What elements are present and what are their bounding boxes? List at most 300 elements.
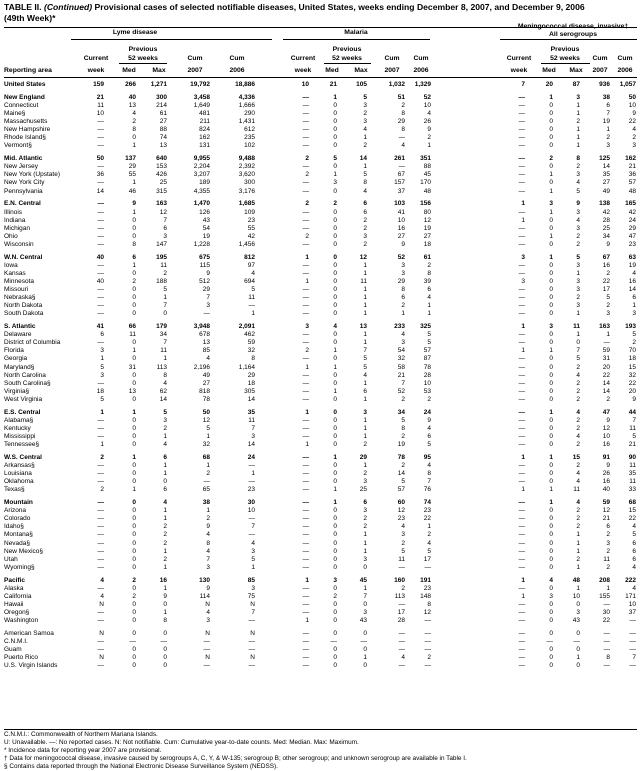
mening-cum-2006-cell: 4 [632,563,636,571]
malaria-cum-2006-cell: 24 [423,408,431,416]
mening-cum-2007-cell: 2 [606,395,610,403]
mening-med-cell: 0 [549,507,553,515]
group-meningococcal: Meningococcal disease, invasive† [517,23,629,30]
mening-52-rule [541,63,590,64]
malaria-current-cell: — [302,515,309,523]
malaria-current-cell: — [302,387,309,395]
malaria-current-cell: — [302,600,309,608]
lyme-max-cell: 74 [159,134,167,142]
mening-med-cell: 0 [549,224,553,232]
mening-cum-2007-cell: 1 [606,584,610,592]
lyme-med-cell: 1 [132,179,136,187]
mening-current-cell: — [518,424,525,432]
malaria-cum-2007-cell: 16 [397,224,405,232]
mening-max-cell: 11 [573,486,580,494]
reporting-area: Utah [4,555,18,563]
reporting-area: Connecticut [4,101,39,109]
malaria-med-cell: 0 [333,269,337,277]
mening-previous: Previous [550,46,580,53]
mening-current-cell: — [518,523,525,531]
lyme-cum-2006-cell: — [248,646,255,654]
malaria-med-cell: 1 [333,347,337,355]
table-row [0,548,640,556]
mening-current-cell: — [518,118,525,126]
lyme-max-cell: 62 [159,387,167,395]
table-row [0,200,640,208]
malaria-cum-2006-cell: 2 [427,261,431,269]
reporting-area: Oregon§ [4,609,30,616]
lyme-current-cell: 40 [96,277,104,285]
lyme-max-cell: 8 [163,617,167,625]
mening-cum-2007-cell: 163 [599,323,610,331]
table-row [0,654,640,662]
reporting-area: Pennsylvania [4,187,43,195]
lyme-cum-2006-cell: 102 [244,142,255,150]
lyme-current-cell: — [97,179,104,187]
lyme-52-rule [119,63,167,64]
lyme-med-cell: 0 [132,531,136,539]
malaria-med-cell: 0 [333,416,337,424]
mening-med-cell: 0 [549,555,553,563]
lyme-cum-2007-cell: 115 [199,261,210,269]
lyme-cum-2006-cell: N [250,629,255,637]
malaria-cum-2007-cell: 6 [401,294,405,302]
mening-cum-2007-cell: 3 [606,310,610,318]
lyme-med-cell: 1 [132,486,136,494]
reporting-area: Mid. Atlantic [4,155,43,163]
mening-max-cell: 4 [576,408,580,416]
mening-current-cell: 3 [521,277,525,285]
lyme-cum-2007-cell: 68 [202,453,210,461]
mening-med-cell: 0 [549,629,553,637]
mening-cum-2006-cell: 1,057 [619,81,636,88]
malaria-current-cell: — [302,547,309,555]
reporting-area: Wyoming§ [4,563,35,571]
mening-max-cell: 3 [576,286,580,294]
malaria-cum-2007-cell: 2 [401,462,405,470]
lyme-cum-2006-cell: 24 [247,453,255,461]
mening-current-cell: — [518,462,525,470]
malaria-max-cell: — [360,638,367,646]
lyme-current-cell: 10 [96,110,104,118]
lyme-max-cell: 13 [159,142,167,150]
lyme-rule [71,39,272,40]
lyme-current-cell: — [97,478,104,486]
table-row [0,339,640,347]
lyme-cum-2006-cell: 1,456 [238,240,255,248]
mening-cum-2006-cell: 68 [628,499,636,507]
lyme-med-cell: 1 [132,142,136,150]
malaria-cum-2006-cell: 39 [423,277,431,285]
lyme-max-cell: 1 [163,433,167,440]
mening-cum-2007-cell: 208 [599,576,610,584]
reporting-area: Mountain [4,499,33,507]
lyme-max-cell: 0 [163,478,167,486]
malaria-med-cell: 0 [333,101,337,109]
mening-max-cell: 3 [576,224,580,232]
malaria-2007: 2007 [384,67,400,74]
malaria-cum-2007-cell: 37 [397,187,405,195]
malaria-current-cell: — [302,208,309,216]
mening-current-cell: 1 [521,347,525,355]
mening-2006: 2006 [617,67,633,74]
mening-max-cell: 1 [576,654,580,662]
malaria-cum-2006-cell: 8 [427,600,431,608]
malaria-cum-2007-cell: 29 [397,277,405,285]
malaria-cum-2006-cell: 10 [423,379,431,387]
malaria-current-cell: — [302,584,309,592]
malaria-cum-2006-cell: 12 [423,609,431,616]
mening-med-cell: 0 [549,134,553,142]
mening-med-cell: 0 [549,261,553,269]
lyme-current-cell: — [97,499,104,507]
malaria-med-cell: 1 [333,93,337,101]
mening-cum-2007-cell: 30 [602,609,610,616]
mening-cum-2006-cell: 2 [632,134,636,142]
malaria-max-cell: 25 [359,486,367,494]
lyme-cum-2007-cell: — [203,662,210,670]
mening-cum-2007-cell: 17 [602,286,610,294]
malaria-max-cell: 5 [363,171,367,179]
lyme-med-cell: 6 [132,253,136,261]
mening-cum-2006-cell: 11 [629,424,636,432]
lyme-cum-2006-cell: 30 [247,499,255,507]
mening-cum-2007-cell: 21 [602,515,610,523]
mening-med-cell: 0 [549,371,553,379]
mening-cum-2006-cell: 6 [632,539,636,547]
table-row [0,126,640,134]
lyme-current-cell: 18 [96,387,104,395]
mening-max-cell: 2 [576,240,580,248]
malaria-cum-2006-cell: 1 [427,302,431,310]
mening-max-cell: 3 [576,93,580,101]
table-row [0,454,640,462]
mening-current-cell: — [518,302,525,310]
malaria-current-cell: 2 [305,171,309,179]
footnote-serogroups: † Data for meningococcal disease, invasive caused by serogroups A, C, Y, & W-135; serogroup B; other serogroup; and unknown serogroup are available in Table I. [4,754,467,762]
lyme-cum-2006-cell: 14 [247,441,255,449]
lyme-cum-2007-cell: 1 [206,433,210,440]
lyme-med-cell: 1 [132,347,136,355]
lyme-cum-2007-cell: 9 [206,523,210,531]
mening-med-cell: 0 [549,163,553,171]
mening-max-cell: 3 [576,277,580,285]
lyme-cum-2006-cell: 11 [248,294,255,302]
lyme-current-cell: — [97,563,104,571]
mening-max-cell: 4 [576,179,580,187]
lyme-med-cell: 0 [132,646,136,654]
mening-max-cell: 3 [576,609,580,616]
lyme-cum-2006-cell: 300 [244,179,255,187]
malaria-med-cell: 0 [333,462,337,470]
mening-med-cell: 0 [549,240,553,248]
mening-max-cell: 2 [576,555,580,563]
malaria-current-cell: 1 [305,576,309,584]
lyme-max-cell: 1 [163,515,167,523]
malaria-max-cell: 3 [363,232,367,240]
lyme-cum-2006-cell: 42 [247,232,255,240]
lyme-current-cell: — [97,224,104,232]
malaria-med-cell: 0 [333,662,337,670]
mening-current-cell: — [518,363,525,371]
lyme-current-cell: — [97,433,104,440]
lyme-max-cell: 11 [160,261,167,269]
lyme-cum-2006-cell: 9,488 [238,155,255,163]
malaria-max-cell: 8 [363,179,367,187]
table-row [0,163,640,171]
reporting-area: Maine§ [4,110,26,118]
mening-med-cell: 1 [549,208,553,216]
malaria-max-cell: 1 [363,261,367,269]
malaria-cum-2006-cell: 4 [427,294,431,302]
lyme-cum-2007-cell: 4 [206,609,210,616]
reporting-area: South Carolina§ [4,379,51,387]
lyme-max-cell: 426 [156,171,167,179]
lyme-cum-2007-cell: 19,792 [190,81,210,88]
mening-current-cell: — [518,416,525,424]
malaria-max-cell: 43 [359,617,367,625]
lyme-med-cell: 31 [128,363,136,371]
mening-max-cell: 2 [576,441,580,449]
malaria-med-cell: 0 [333,563,337,571]
lyme-max-cell: 0 [163,600,167,608]
malaria-med-cell: 0 [333,277,337,285]
meningococcal-rule [500,39,637,40]
malaria-cum-2007-cell: 14 [397,470,405,478]
mening-max-cell: 9 [576,200,580,208]
malaria-med-cell: 0 [333,539,337,547]
lyme-med-cell: 0 [132,433,136,440]
reporting-area: Rhode Island§ [4,134,46,142]
lyme-max-cell: 1 [163,462,167,470]
mening-current-cell: 1 [521,200,525,208]
lyme-cum-2007-cell: 78 [202,395,210,403]
mening-max-cell: 87 [572,81,580,88]
lyme-cum-2007-cell: 54 [202,224,210,232]
table-row [0,241,640,249]
malaria-current-cell: — [302,523,309,531]
malaria-cum-2006-cell: 4 [427,539,431,547]
title-main: TABLE II. [4,2,42,12]
malaria-med-cell: 1 [333,387,337,395]
malaria-med-cell: 0 [333,609,337,616]
malaria-cum-2006-cell: 2 [427,654,431,662]
mening-cum-2007-cell: 12 [602,424,610,432]
lyme-cum-2006-cell: 4 [251,269,255,277]
table-row [0,171,640,179]
lyme-cum-2007-cell: 29 [202,286,210,294]
malaria-med-cell: 0 [333,294,337,302]
table-row [0,81,640,89]
mening-max-cell: — [573,638,580,646]
reporting-area: Texas§ [4,486,25,494]
table-row [0,577,640,585]
malaria-med-cell: 0 [333,208,337,216]
malaria-med-cell: 0 [333,441,337,449]
mening-med-cell: 0 [549,286,553,294]
malaria-cum-2007-cell: 21 [397,371,405,379]
malaria-max-cell: 5 [363,93,367,101]
mening-max-cell: 4 [576,478,580,486]
reporting-area: Washington [4,617,39,625]
mening-cum-2006-cell: 9 [632,395,636,403]
mening-med-cell: 1 [549,347,553,355]
mening-med-cell: 0 [549,462,553,470]
table-row [0,609,640,617]
mening-current-cell: — [518,600,525,608]
lyme-cum-2006-cell: 2,091 [238,323,255,331]
mening-med-cell: 0 [549,387,553,395]
lyme-2007: 2007 [187,67,203,74]
lyme-med-cell: 0 [132,662,136,670]
reporting-area: Illinois [4,208,23,216]
lyme-cum-2006: Cum [229,55,245,62]
malaria-cum-2007-cell: 4 [401,142,405,150]
mening-cum-2006-cell: 42 [628,208,636,216]
table-row [0,102,640,110]
mening-cum-2007-cell: 22 [602,277,610,285]
mening-current-cell: — [518,547,525,555]
lyme-current-cell: — [97,142,104,150]
lyme-cum-2007-cell: 5 [206,424,210,432]
mening-max-cell: 2 [576,462,580,470]
malaria-cum-2006-cell: — [424,617,431,625]
mening-current-cell: — [518,662,525,670]
lyme-max-cell: 2 [163,523,167,531]
mening-week: week [510,67,528,74]
lyme-cum-2006-cell: 1,685 [238,200,255,208]
lyme-max-cell: 1 [163,507,167,515]
lyme-med-cell: 11 [129,331,136,339]
malaria-cum-2006-cell: 76 [423,486,431,494]
malaria-current-cell: — [302,339,309,347]
malaria-cum-2007-cell: — [398,563,405,571]
lyme-med-cell: 0 [132,424,136,432]
reporting-area: Iowa [4,261,18,269]
malaria-med-cell: 0 [333,302,337,310]
mening-med-cell: 1 [549,253,553,261]
reporting-area: Wisconsin [4,240,34,248]
mening-max-cell: 2 [576,232,580,240]
mening-cum-2007-cell: 22 [602,371,610,379]
footnote-nedss: § Contains data reported through the National Electronic Disease Surveillance System (NEDSS). [4,762,278,770]
malaria-max-cell: 3 [363,408,367,416]
malaria-current-cell: 1 [305,441,309,449]
malaria-cum-2006-cell: 12 [423,216,431,224]
malaria-med-cell: 0 [333,142,337,150]
mening-cum-2007-cell: 59 [602,499,610,507]
malaria-max-cell: 1 [363,416,367,424]
mening-cum-2007-cell: 6 [606,101,610,109]
mening-cum-2007-cell: — [603,600,610,608]
lyme-current-cell: — [97,507,104,515]
malaria-cum-2007-cell: 67 [397,171,405,179]
mening-current-cell: — [518,187,525,195]
malaria-max-cell: 14 [359,155,367,163]
mening-cum-2007-cell: 22 [602,617,610,625]
malaria-med-cell: 2 [333,592,337,600]
malaria-max-cell: 2 [363,470,367,478]
table-row [0,523,640,531]
lyme-cum-2007-cell: 3 [206,302,210,310]
mening-cum-2006-cell: 4 [632,523,636,531]
malaria-max-cell: 6 [363,200,367,208]
malaria-cum-2006-cell: 4 [427,462,431,470]
mening-cum-2007-cell: 1 [606,331,610,339]
malaria-max-cell: 3 [363,609,367,616]
malaria-max-cell: 13 [359,323,367,331]
mening-cum-2006-cell: 4 [632,269,636,277]
malaria-med-cell: 0 [333,395,337,403]
mening-cum-2006-cell: 44 [628,408,636,416]
lyme-cum-2006-cell: 1,164 [238,363,255,371]
malaria-cum-2006-cell: 61 [423,253,431,261]
mening-med-cell: 0 [549,395,553,403]
malaria-cum-2006-cell: 351 [420,155,431,163]
malaria-current-cell: — [302,269,309,277]
table-row [0,585,640,593]
lyme-current-cell: — [97,240,104,248]
mening-cum-2006-cell: 23 [628,240,636,248]
table-row [0,270,640,278]
mening-cum-2006-cell: 32 [628,371,636,379]
mening-max-cell: 0 [576,646,580,654]
lyme-cum-2007: Cum [187,55,203,62]
lyme-current-cell: — [97,286,104,294]
mening-current-cell: — [518,539,525,547]
mening-med-cell: 3 [549,592,553,600]
malaria-med-cell: 0 [333,286,337,294]
mening-max-cell: 2 [576,363,580,371]
lyme-cum-2006-cell: 1,431 [238,118,255,126]
lyme-max-cell: 0 [163,310,167,318]
table-row [0,388,640,396]
malaria-cum-2007-cell: 4 [401,331,405,339]
mening-current-cell: 1 [521,323,525,331]
malaria-cum-2006-cell: 57 [423,347,431,355]
malaria-cum-2006-cell: 88 [423,163,431,171]
mening-max-cell: 3 [576,302,580,310]
mening-max-cell: 10 [572,592,580,600]
malaria-max-cell: 2 [363,240,367,248]
malaria-med-cell: 1 [333,453,337,461]
mening-cum-2007-cell: 2 [606,269,610,277]
malaria-med-cell: 0 [333,547,337,555]
lyme-max-cell: 0 [163,646,167,654]
malaria-cum-2007-cell: 34 [397,408,405,416]
malaria-max-cell: 6 [363,387,367,395]
lyme-cum-2007-cell: 27 [202,379,210,387]
lyme-med-cell: 66 [128,323,136,331]
malaria-max-cell: 2 [363,515,367,523]
reporting-area: United States [4,81,46,88]
mening-med-cell: 0 [549,478,553,486]
mening-cum-2006-cell: 3 [632,142,636,150]
mening-current-cell: — [518,93,525,101]
lyme-med-cell: 0 [132,269,136,277]
lyme-med-cell: 9 [132,200,136,208]
mening-cum-2007-cell: 34 [602,232,610,240]
mening-cum-2006-cell: 7 [632,416,636,424]
malaria-current-cell: 1 [305,617,309,625]
lyme-cum-2007-cell: 19 [202,232,210,240]
mening-max-cell: 4 [576,216,580,224]
malaria-current-cell: 2 [305,200,309,208]
reporting-area: American Samoa [4,629,54,637]
reporting-area: North Dakota [4,302,43,310]
mening-cum-2007-cell: 1 [606,126,610,134]
lyme-max-cell: 113 [156,363,167,371]
